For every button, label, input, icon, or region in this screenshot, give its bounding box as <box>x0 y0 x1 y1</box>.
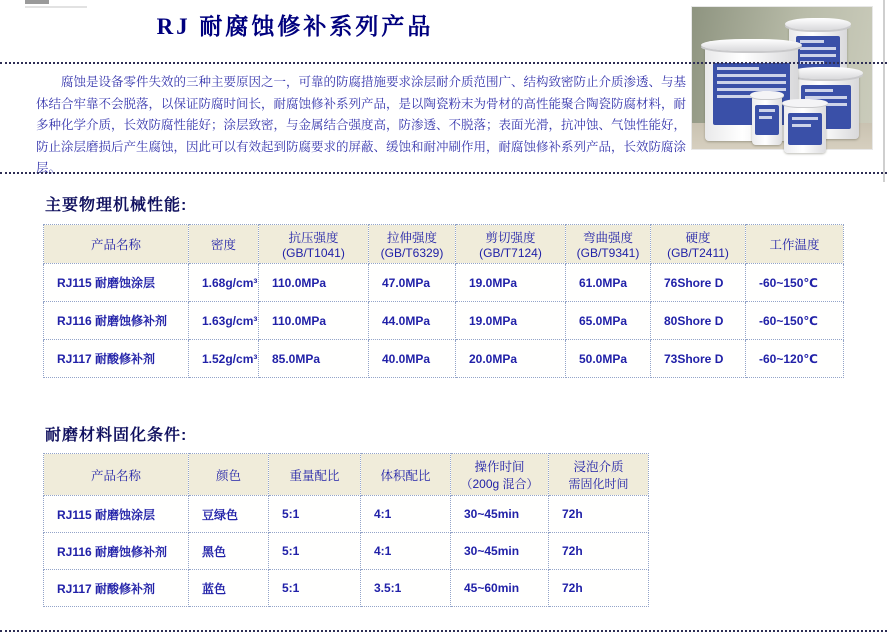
product-photo <box>692 7 872 149</box>
cell-working-time: 45~60min <box>451 570 549 607</box>
table-row-rj115 <box>44 264 844 302</box>
section-heading-physical-properties: 主要物理机械性能: <box>45 197 188 214</box>
right-edge-divider <box>883 0 885 182</box>
cell-hardness: 76Shore D <box>651 264 746 302</box>
cell-flexural: 65.0MPa <box>566 302 651 340</box>
cell-volume-ratio: 4:1 <box>361 533 451 570</box>
table-row-rj117 <box>44 340 844 378</box>
cell-temperature: -60~150℃ <box>746 264 844 302</box>
curing-conditions-table <box>43 453 649 607</box>
col-header-density: 密度 <box>189 225 259 264</box>
cell-flexural: 61.0MPa <box>566 264 651 302</box>
col-header-immersion-cure-time: 浸泡介质 需固化时间 <box>549 454 649 496</box>
col-header-flexural-strength: 弯曲强度 (GB/T9341) <box>566 225 651 264</box>
jar-cap <box>782 99 828 107</box>
cell-hardness: 80Shore D <box>651 302 746 340</box>
cell-shear: 20.0MPa <box>456 340 566 378</box>
page-title: RJ 耐腐蚀修补系列产品 <box>156 14 434 39</box>
cell-weight-ratio: 5:1 <box>269 533 361 570</box>
cell-product-name: RJ117 耐酸修补剂 <box>44 570 189 607</box>
section-heading-curing-conditions: 耐磨材料固化条件: <box>45 427 188 444</box>
cell-color: 蓝色 <box>189 570 269 607</box>
col-header-compressive-strength: 抗压强度 (GB/T1041) <box>259 225 369 264</box>
table-row-rj116 <box>44 302 844 340</box>
cell-color: 豆绿色 <box>189 496 269 533</box>
cell-shear: 19.0MPa <box>456 302 566 340</box>
cell-compressive: 85.0MPa <box>259 340 369 378</box>
table-row-rj117 <box>44 570 649 607</box>
table-row-rj116 <box>44 533 649 570</box>
jar-label <box>755 105 779 135</box>
cell-density: 1.68g/cm³ <box>189 264 259 302</box>
physical-properties-table <box>43 224 844 378</box>
cell-product-name: RJ116 耐磨蚀修补剂 <box>44 533 189 570</box>
cell-hardness: 73Shore D <box>651 340 746 378</box>
col-header-working-temperature: 工作温度 <box>746 225 844 264</box>
col-header-working-time: 操作时间 （200g 混合） <box>451 454 549 496</box>
cell-cure-time: 72h <box>549 496 649 533</box>
cell-tensile: 44.0MPa <box>369 302 456 340</box>
divider-under-title <box>0 62 887 64</box>
intro-paragraph: 腐蚀是设备零件失效的三种主要原因之一，可靠的防腐措施要求涂层耐介质范围广、结构致密防止介质渗透、与基体结合牢靠不会脱落，以保证防腐时间长，耐腐蚀修补系列产品，是以陶瓷粉末为骨材的高性能聚合陶瓷防腐材料，耐多种化学介质，长效防腐性能好；涂层致密，与金属结合强度高，防渗透、不脱落；表面光滑，抗冲蚀、气蚀性能好，防止涂层磨损后产生腐蚀，因此可以有效起到防腐要求的屏蔽、缓蚀和耐冲刷作用，耐腐蚀修补系列产品，长效防腐涂层。 <box>36 75 687 175</box>
cell-product-name: RJ117 耐酸修补剂 <box>44 340 189 378</box>
cell-volume-ratio: 4:1 <box>361 496 451 533</box>
cell-temperature: -60~150℃ <box>746 302 844 340</box>
col-header-color: 颜色 <box>189 454 269 496</box>
jar-small-front <box>784 103 826 153</box>
bucket-lid <box>701 39 802 51</box>
col-header-volume-ratio: 体积配比 <box>361 454 451 496</box>
cell-product-name: RJ116 耐磨蚀修补剂 <box>44 302 189 340</box>
cell-density: 1.52g/cm³ <box>189 340 259 378</box>
cell-temperature: -60~120℃ <box>746 340 844 378</box>
cell-compressive: 110.0MPa <box>259 264 369 302</box>
cell-volume-ratio: 3.5:1 <box>361 570 451 607</box>
bucket-lid <box>785 18 851 30</box>
divider-under-intro <box>0 172 887 174</box>
col-header-tensile-strength: 拉伸强度 (GB/T6329) <box>369 225 456 264</box>
col-header-weight-ratio: 重量配比 <box>269 454 361 496</box>
col-header-hardness: 硬度 (GB/T2411) <box>651 225 746 264</box>
cell-compressive: 110.0MPa <box>259 302 369 340</box>
cell-working-time: 30~45min <box>451 496 549 533</box>
cell-color: 黑色 <box>189 533 269 570</box>
cell-weight-ratio: 5:1 <box>269 570 361 607</box>
table-header-row <box>44 225 844 264</box>
toolbar-artifact <box>25 0 49 4</box>
cell-density: 1.63g/cm³ <box>189 302 259 340</box>
jar-cap <box>750 91 784 99</box>
cell-product-name: RJ115 耐磨蚀涂层 <box>44 496 189 533</box>
table-header-row <box>44 454 649 496</box>
cell-tensile: 40.0MPa <box>369 340 456 378</box>
bucket-lid <box>789 67 863 79</box>
col-header-product-name: 产品名称 <box>44 454 189 496</box>
cell-product-name: RJ115 耐磨蚀涂层 <box>44 264 189 302</box>
cell-working-time: 30~45min <box>451 533 549 570</box>
jar-label <box>788 113 822 145</box>
cell-weight-ratio: 5:1 <box>269 496 361 533</box>
col-header-product-name: 产品名称 <box>44 225 189 264</box>
divider-bottom <box>0 630 887 632</box>
cell-tensile: 47.0MPa <box>369 264 456 302</box>
cell-cure-time: 72h <box>549 570 649 607</box>
table-row-rj115 <box>44 496 649 533</box>
cell-flexural: 50.0MPa <box>566 340 651 378</box>
cell-cure-time: 72h <box>549 533 649 570</box>
cell-shear: 19.0MPa <box>456 264 566 302</box>
col-header-shear-strength: 剪切强度 (GB/T7124) <box>456 225 566 264</box>
jar-small-back <box>752 95 782 145</box>
